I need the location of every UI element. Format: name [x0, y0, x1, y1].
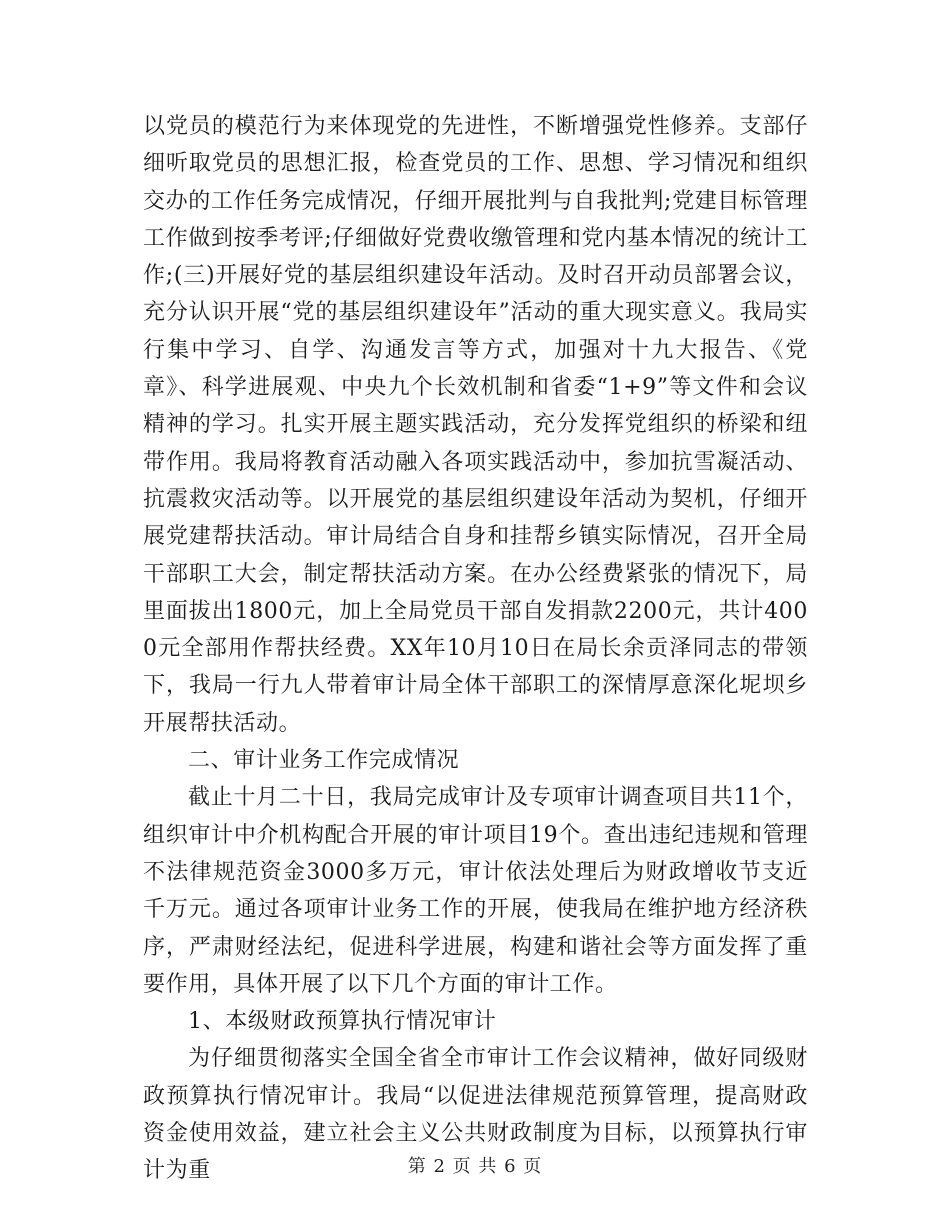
- paragraph-budget-audit: 为仔细贯彻落实全国全省全市审计工作会议精神，做好同级财政预算执行情况审计。我局“以促进法律规范预算管理，提高财政资金使用效益，建立社会主义公共财政制度为目标，以预算执行审计为重: [143, 1046, 808, 1184]
- section-heading-audit-work: 二、审计业务工作完成情况: [188, 748, 460, 774]
- paragraph-audit-summary: 截止十月二十日，我局完成审计及专项审计调查项目共11个，组织审计中介机构配合开展的审计项目19个。查出违纪违规和管理不法律规范资金3000多万元，审计依法处理后为财政增收节支近千万元。通过各项审计业务工作的开展，使我局在维护地方经济秩序，严肃财经法纪，促进科学进展，构建和谐社会等方面发挥了重要作用，具体开展了以下几个方面的审计工作。: [143, 785, 808, 997]
- page-number-footer: 第 2 页 共 6 页: [407, 1156, 543, 1177]
- paragraph-party-building: 以党员的模范行为来体现党的先进性，不断增强党性修养。支部仔细听取党员的思想汇报，检查党员的工作、思想、学习情况和组织交办的工作任务完成情况，仔细开展批判与自我批判;党建目标管理工作做到按季考评;仔细做好党费收缴管理和党内基本情况的统计工作;(三)开展好党的基层组织建设年活动。及时召开动员部署会议，充分认识开展“党的基层组织建设年”活动的重大现实意义。我局实行集中学习、自学、沟通发言等方式，加强对十九大报告、《党章》、科学进展观、中央九个长效机制和省委“1+9”等文件和会议精神的学习。扎实开展主题实践活动，充分发挥党组织的桥梁和纽带作用。我局将教育活动融入各项实践活动中，参加抗雪凝活动、抗震救灾活动等。以开展党的基层组织建设年活动为契机，仔细开展党建帮扶活动。审计局结合自身和挂帮乡镇实际情况，召开全局干部职工大会，制定帮扶活动方案。在办公经费紧张的情况下，局里面拔出1800元，加上全局党员干部自发捐款2200元，共计4000元全部用作帮扶经费。XX年10月10日在局长余贡泽同志的带领下，我局一行九人带着审计局全体干部职工的深情厚意深化坭坝乡开展帮扶活动。: [143, 114, 808, 736]
- document-body: [143, 108, 808, 1190]
- subsection-heading-budget-audit: 1、本级财政预算执行情况审计: [188, 1009, 497, 1035]
